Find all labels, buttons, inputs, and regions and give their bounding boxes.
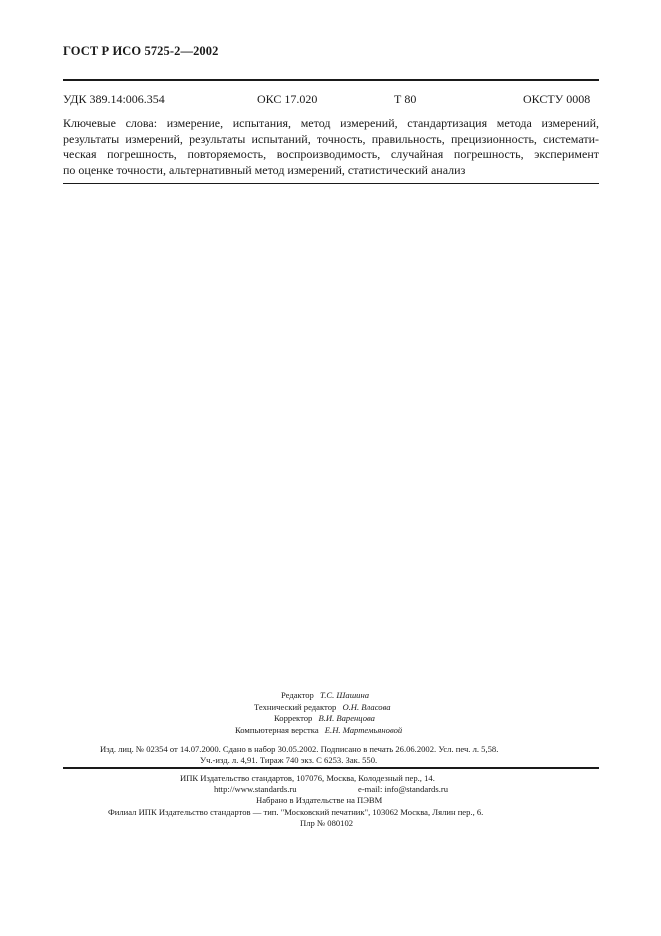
corrector-credit (274, 713, 375, 725)
printing-branch: Филиал ИПК Издательство стандартов — тип. "Московский печатник", 103062 Москва, Лялин пер., 6. (108, 806, 484, 817)
publisher-url: http://www.standards.ru (214, 784, 297, 795)
udk-code: УДК 389.14:006.354 (63, 92, 165, 106)
oks-code: ОКС 17.020 (257, 92, 318, 106)
imprint-line-2: Уч.-изд. л. 4,91. Тираж 740 экз. С 6253. Зак. 550. (200, 755, 378, 765)
editor-role: Редактор (281, 690, 314, 700)
keywords-line: Ключевые слова: измерение, испытания, метод измерений, стандартизация метода измерений, (63, 116, 599, 130)
editor-name: Т.С. Шашина (320, 690, 370, 700)
tech-editor-credit (254, 702, 391, 714)
corrector-role: Корректор (274, 713, 313, 723)
publisher-address: ИПК Издательство стандартов, 107076, Москва, Колодезный пер., 14. (180, 773, 435, 783)
editor-credit (281, 690, 369, 702)
tech-editor-name: О.Н. Власова (342, 701, 391, 712)
standard-code: ГОСТ Р ИСО 5725-2—2002 (63, 44, 219, 58)
okstu-code: ОКСТУ 0008 (523, 92, 591, 106)
tech-editor-role: Технический редактор (254, 701, 337, 712)
typeset-note: Набрано в Издательстве на ПЭВМ (256, 795, 383, 806)
layout-credit (235, 725, 402, 737)
layout-name: Е.Н. Мартемьяновой (324, 724, 403, 735)
top-divider (63, 79, 599, 81)
corrector-name: В.И. Варенцова (318, 713, 375, 723)
t-code: Т 80 (394, 92, 417, 106)
license-number: Плр № 080102 (300, 817, 354, 828)
imprint-line-1: Изд. лиц. № 02354 от 14.07.2000. Сдано в набор 30.05.2002. Подписано в печать 26.06.2002. Усл. печ. л. 5,58. (100, 744, 499, 754)
publisher-email: e-mail: info@standards.ru (358, 784, 449, 795)
keywords-divider (63, 183, 599, 184)
footer-divider (63, 767, 599, 769)
keywords-line: ческая погрешность, повторяемость, воспроизводимость, случайная погрешность, эксперимент (63, 147, 599, 162)
keywords-line: результаты измерений, результаты испытаний, точность, правильность, прецизионность, системати- (63, 131, 599, 146)
keywords-line: по оценке точности, альтернативный метод измерений, статистический анализ (63, 162, 466, 177)
keywords-paragraph (63, 116, 599, 178)
layout-role: Компьютерная верстка (235, 724, 319, 735)
